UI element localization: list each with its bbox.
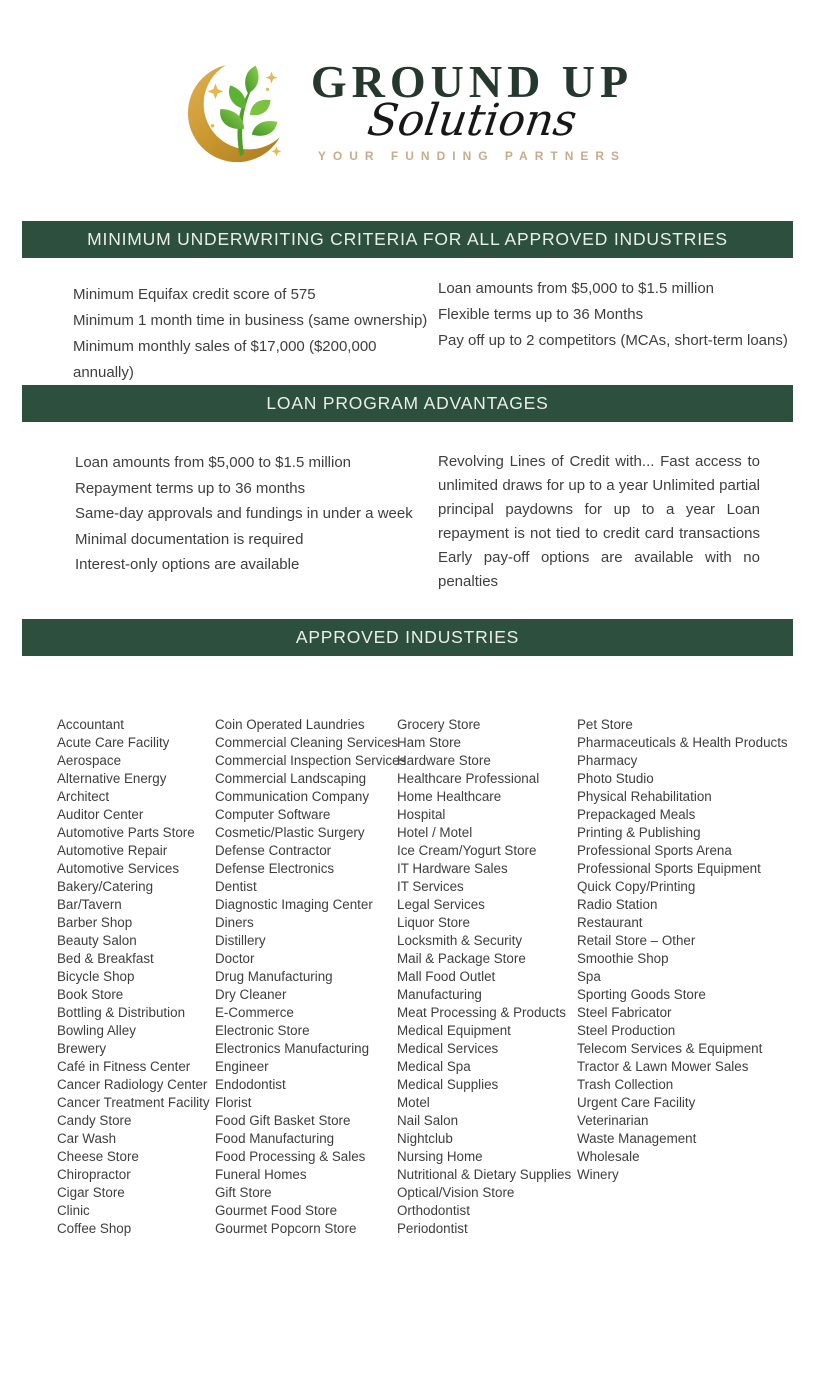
industry-item: E-Commerce <box>215 1005 294 1020</box>
industry-item: Physical Rehabilitation <box>577 789 712 804</box>
industry-item: Gift Store <box>215 1185 272 1200</box>
industry-item: Spa <box>577 969 601 984</box>
industry-item: Home Healthcare <box>397 789 502 804</box>
advantage-item: Interest-only options are available <box>75 556 300 574</box>
industry-item: Dentist <box>215 879 257 894</box>
industry-item: Clinic <box>57 1203 90 1218</box>
industry-item: Waste Management <box>577 1131 697 1146</box>
industry-item: Doctor <box>215 951 255 966</box>
industry-item: Chiropractor <box>57 1167 131 1182</box>
brand-tagline: YOUR FUNDING PARTNERS <box>317 149 627 163</box>
industry-item: Nail Salon <box>397 1113 459 1128</box>
underwriting-item: Flexible terms up to 36 Months <box>438 306 644 323</box>
industry-item: Defense Contractor <box>215 843 332 858</box>
industry-item: Commercial Cleaning Services <box>215 735 399 750</box>
industry-item: Automotive Services <box>57 861 180 876</box>
industry-item: Medical Services <box>397 1041 499 1056</box>
industry-item: Pharmaceuticals & Health Products <box>577 735 788 750</box>
industry-item: Gourmet Popcorn Store <box>215 1221 357 1236</box>
industry-item: Aerospace <box>57 753 122 768</box>
industry-item: Pet Store <box>577 717 633 732</box>
industry-item: Meat Processing & Products <box>397 1005 566 1020</box>
industry-item: Orthodontist <box>397 1203 470 1218</box>
industry-item: Motel <box>397 1095 430 1110</box>
industry-item: Funeral Homes <box>215 1167 307 1182</box>
industry-item: Florist <box>215 1095 252 1110</box>
industry-item: Smoothie Shop <box>577 951 669 966</box>
advantage-item: Repayment terms up to 36 months <box>75 479 306 497</box>
industry-item: Book Store <box>57 987 124 1002</box>
logo-text <box>310 56 634 163</box>
industry-item: Veterinarian <box>577 1113 649 1128</box>
industry-item: Professional Sports Equipment <box>577 861 761 876</box>
industry-item: Accountant <box>57 717 124 732</box>
industry-item: Winery <box>577 1167 619 1182</box>
logo-inner <box>183 52 633 170</box>
industry-item: Bar/Tavern <box>57 897 122 912</box>
underwriting-right-list <box>438 276 788 354</box>
industries-column-1 <box>57 716 209 1238</box>
industry-item: Urgent Care Facility <box>577 1095 696 1110</box>
industry-item: Endodontist <box>215 1077 286 1092</box>
advantage-item: Minimal documentation is required <box>75 530 304 548</box>
industry-item: Electronic Store <box>215 1023 310 1038</box>
underwriting-item: Minimum Equifax credit score of 575 <box>73 286 316 303</box>
industry-item: Food Processing & Sales <box>215 1149 366 1164</box>
industry-item: Candy Store <box>57 1113 132 1128</box>
industry-item: Brewery <box>57 1041 107 1056</box>
industry-item: Nursing Home <box>397 1149 483 1164</box>
industry-item: Commercial Inspection Services <box>215 753 407 768</box>
industry-item: Steel Production <box>577 1023 676 1038</box>
industry-item: Retail Store – Other <box>577 933 696 948</box>
industry-item: Drug Manufacturing <box>215 969 333 984</box>
industry-item: Alternative Energy <box>57 771 167 786</box>
industry-item: Auditor Center <box>57 807 144 822</box>
industry-item: Radio Station <box>577 897 658 912</box>
industry-item: Barber Shop <box>57 915 133 930</box>
industries-column-4 <box>577 716 799 1184</box>
industry-item: Dry Cleaner <box>215 987 287 1002</box>
industry-item: Bottling & Distribution <box>57 1005 186 1020</box>
industry-item: Distillery <box>215 933 266 948</box>
industry-item: Bakery/Catering <box>57 879 154 894</box>
advantages-paragraph: Revolving Lines of Credit with... Fast access to unlimited draws for up to a year Unlimited partial principal paydowns for up to a year Loan repayment is not tied to credit card transactions Early pay-off options are available with no penalties <box>438 453 760 590</box>
industry-item: Medical Spa <box>397 1059 471 1074</box>
industry-item: Cosmetic/Plastic Surgery <box>215 825 365 840</box>
industry-item: Commercial Landscaping <box>215 771 367 786</box>
industry-item: Diners <box>215 915 254 930</box>
industry-item: Tractor & Lawn Mower Sales <box>577 1059 749 1074</box>
industry-item: Wholesale <box>577 1149 640 1164</box>
industry-item: Pharmacy <box>577 753 638 768</box>
industry-item: Diagnostic Imaging Center <box>215 897 373 912</box>
brand-name: GROUND UP <box>310 56 634 107</box>
industry-item: Professional Sports Arena <box>577 843 732 858</box>
industry-item: Grocery Store <box>397 717 481 732</box>
industry-item: Nutritional & Dietary Supplies <box>397 1167 572 1182</box>
industry-item: Healthcare Professional <box>397 771 540 786</box>
industries-column-3 <box>397 716 573 1238</box>
industry-item: Mail & Package Store <box>397 951 526 966</box>
industry-item: Prepackaged Meals <box>577 807 696 822</box>
industry-item: Architect <box>57 789 110 804</box>
industry-item: Mall Food Outlet <box>397 969 496 984</box>
industry-item: Food Manufacturing <box>215 1131 335 1146</box>
industry-item: Trash Collection <box>577 1077 674 1092</box>
industry-item: Cancer Treatment Facility <box>57 1095 210 1110</box>
industry-item: Bicycle Shop <box>57 969 135 984</box>
industry-item: Ice Cream/Yogurt Store <box>397 843 537 858</box>
advantage-item: Same-day approvals and fundings in under a week <box>75 505 413 523</box>
industry-item: Telecom Services & Equipment <box>577 1041 763 1056</box>
industry-item: Car Wash <box>57 1131 117 1146</box>
industry-item: IT Services <box>397 879 464 894</box>
industry-item: Bed & Breakfast <box>57 951 154 966</box>
industry-item: Engineer <box>215 1059 269 1074</box>
underwriting-item: Minimum 1 month time in business (same ownership) <box>73 312 428 329</box>
industry-item: Automotive Repair <box>57 843 168 858</box>
industry-item: Photo Studio <box>577 771 654 786</box>
industry-item: Liquor Store <box>397 915 470 930</box>
industry-item: Café in Fitness Center <box>57 1059 191 1074</box>
industry-item: Hospital <box>397 807 446 822</box>
industry-item: Nightclub <box>397 1131 453 1146</box>
industry-item: Beauty Salon <box>57 933 137 948</box>
brand-script: Solutions <box>364 95 580 146</box>
industry-item: Quick Copy/Printing <box>577 879 696 894</box>
industry-item: Electronics Manufacturing <box>215 1041 370 1056</box>
industry-item: Ham Store <box>397 735 461 750</box>
industry-item: Medical Equipment <box>397 1023 511 1038</box>
industries-section-header: APPROVED INDUSTRIES <box>22 619 793 656</box>
advantages-section-header: LOAN PROGRAM ADVANTAGES <box>22 385 793 422</box>
industry-item: Hardware Store <box>397 753 491 768</box>
industry-item: IT Hardware Sales <box>397 861 508 876</box>
industry-item: Legal Services <box>397 897 485 912</box>
industry-item: Coin Operated Laundries <box>215 717 365 732</box>
industry-item: Gourmet Food Store <box>215 1203 338 1218</box>
underwriting-left-list <box>73 282 433 386</box>
industry-item: Defense Electronics <box>215 861 335 876</box>
industry-item: Coffee Shop <box>57 1221 132 1236</box>
advantage-item: Loan amounts from $5,000 to $1.5 million <box>75 454 351 471</box>
industry-item: Medical Supplies <box>397 1077 499 1092</box>
industry-item: Periodontist <box>397 1221 468 1236</box>
industries-column-2 <box>215 716 407 1238</box>
industry-item: Food Gift Basket Store <box>215 1113 351 1128</box>
ground-up-solutions-logo-icon <box>183 52 301 170</box>
industry-item: Bowling Alley <box>57 1023 136 1038</box>
industry-item: Sporting Goods Store <box>577 987 706 1002</box>
industry-item: Hotel / Motel <box>397 825 473 840</box>
industry-item: Steel Fabricator <box>577 1005 672 1020</box>
industry-item: Optical/Vision Store <box>397 1185 515 1200</box>
industry-item: Communication Company <box>215 789 370 804</box>
industry-item: Restaurant <box>577 915 643 930</box>
industry-item: Cheese Store <box>57 1149 139 1164</box>
industry-item: Printing & Publishing <box>577 825 701 840</box>
industry-item: Computer Software <box>215 807 331 822</box>
industry-item: Acute Care Facility <box>57 735 170 750</box>
industry-item: Cancer Radiology Center <box>57 1077 208 1092</box>
underwriting-item: Minimum monthly sales of $17,000 ($200,000 annually) <box>73 338 377 381</box>
logo <box>0 52 816 170</box>
industry-item: Manufacturing <box>397 987 482 1002</box>
underwriting-section-header: MINIMUM UNDERWRITING CRITERIA FOR ALL APPROVED INDUSTRIES <box>22 221 793 258</box>
underwriting-item: Loan amounts from $5,000 to $1.5 million <box>438 280 714 297</box>
industry-item: Locksmith & Security <box>397 933 523 948</box>
industry-item: Automotive Parts Store <box>57 825 195 840</box>
advantages-left-list <box>75 450 435 578</box>
industry-item: Cigar Store <box>57 1185 125 1200</box>
underwriting-item: Pay off up to 2 competitors (MCAs, short-term loans) <box>438 332 788 349</box>
